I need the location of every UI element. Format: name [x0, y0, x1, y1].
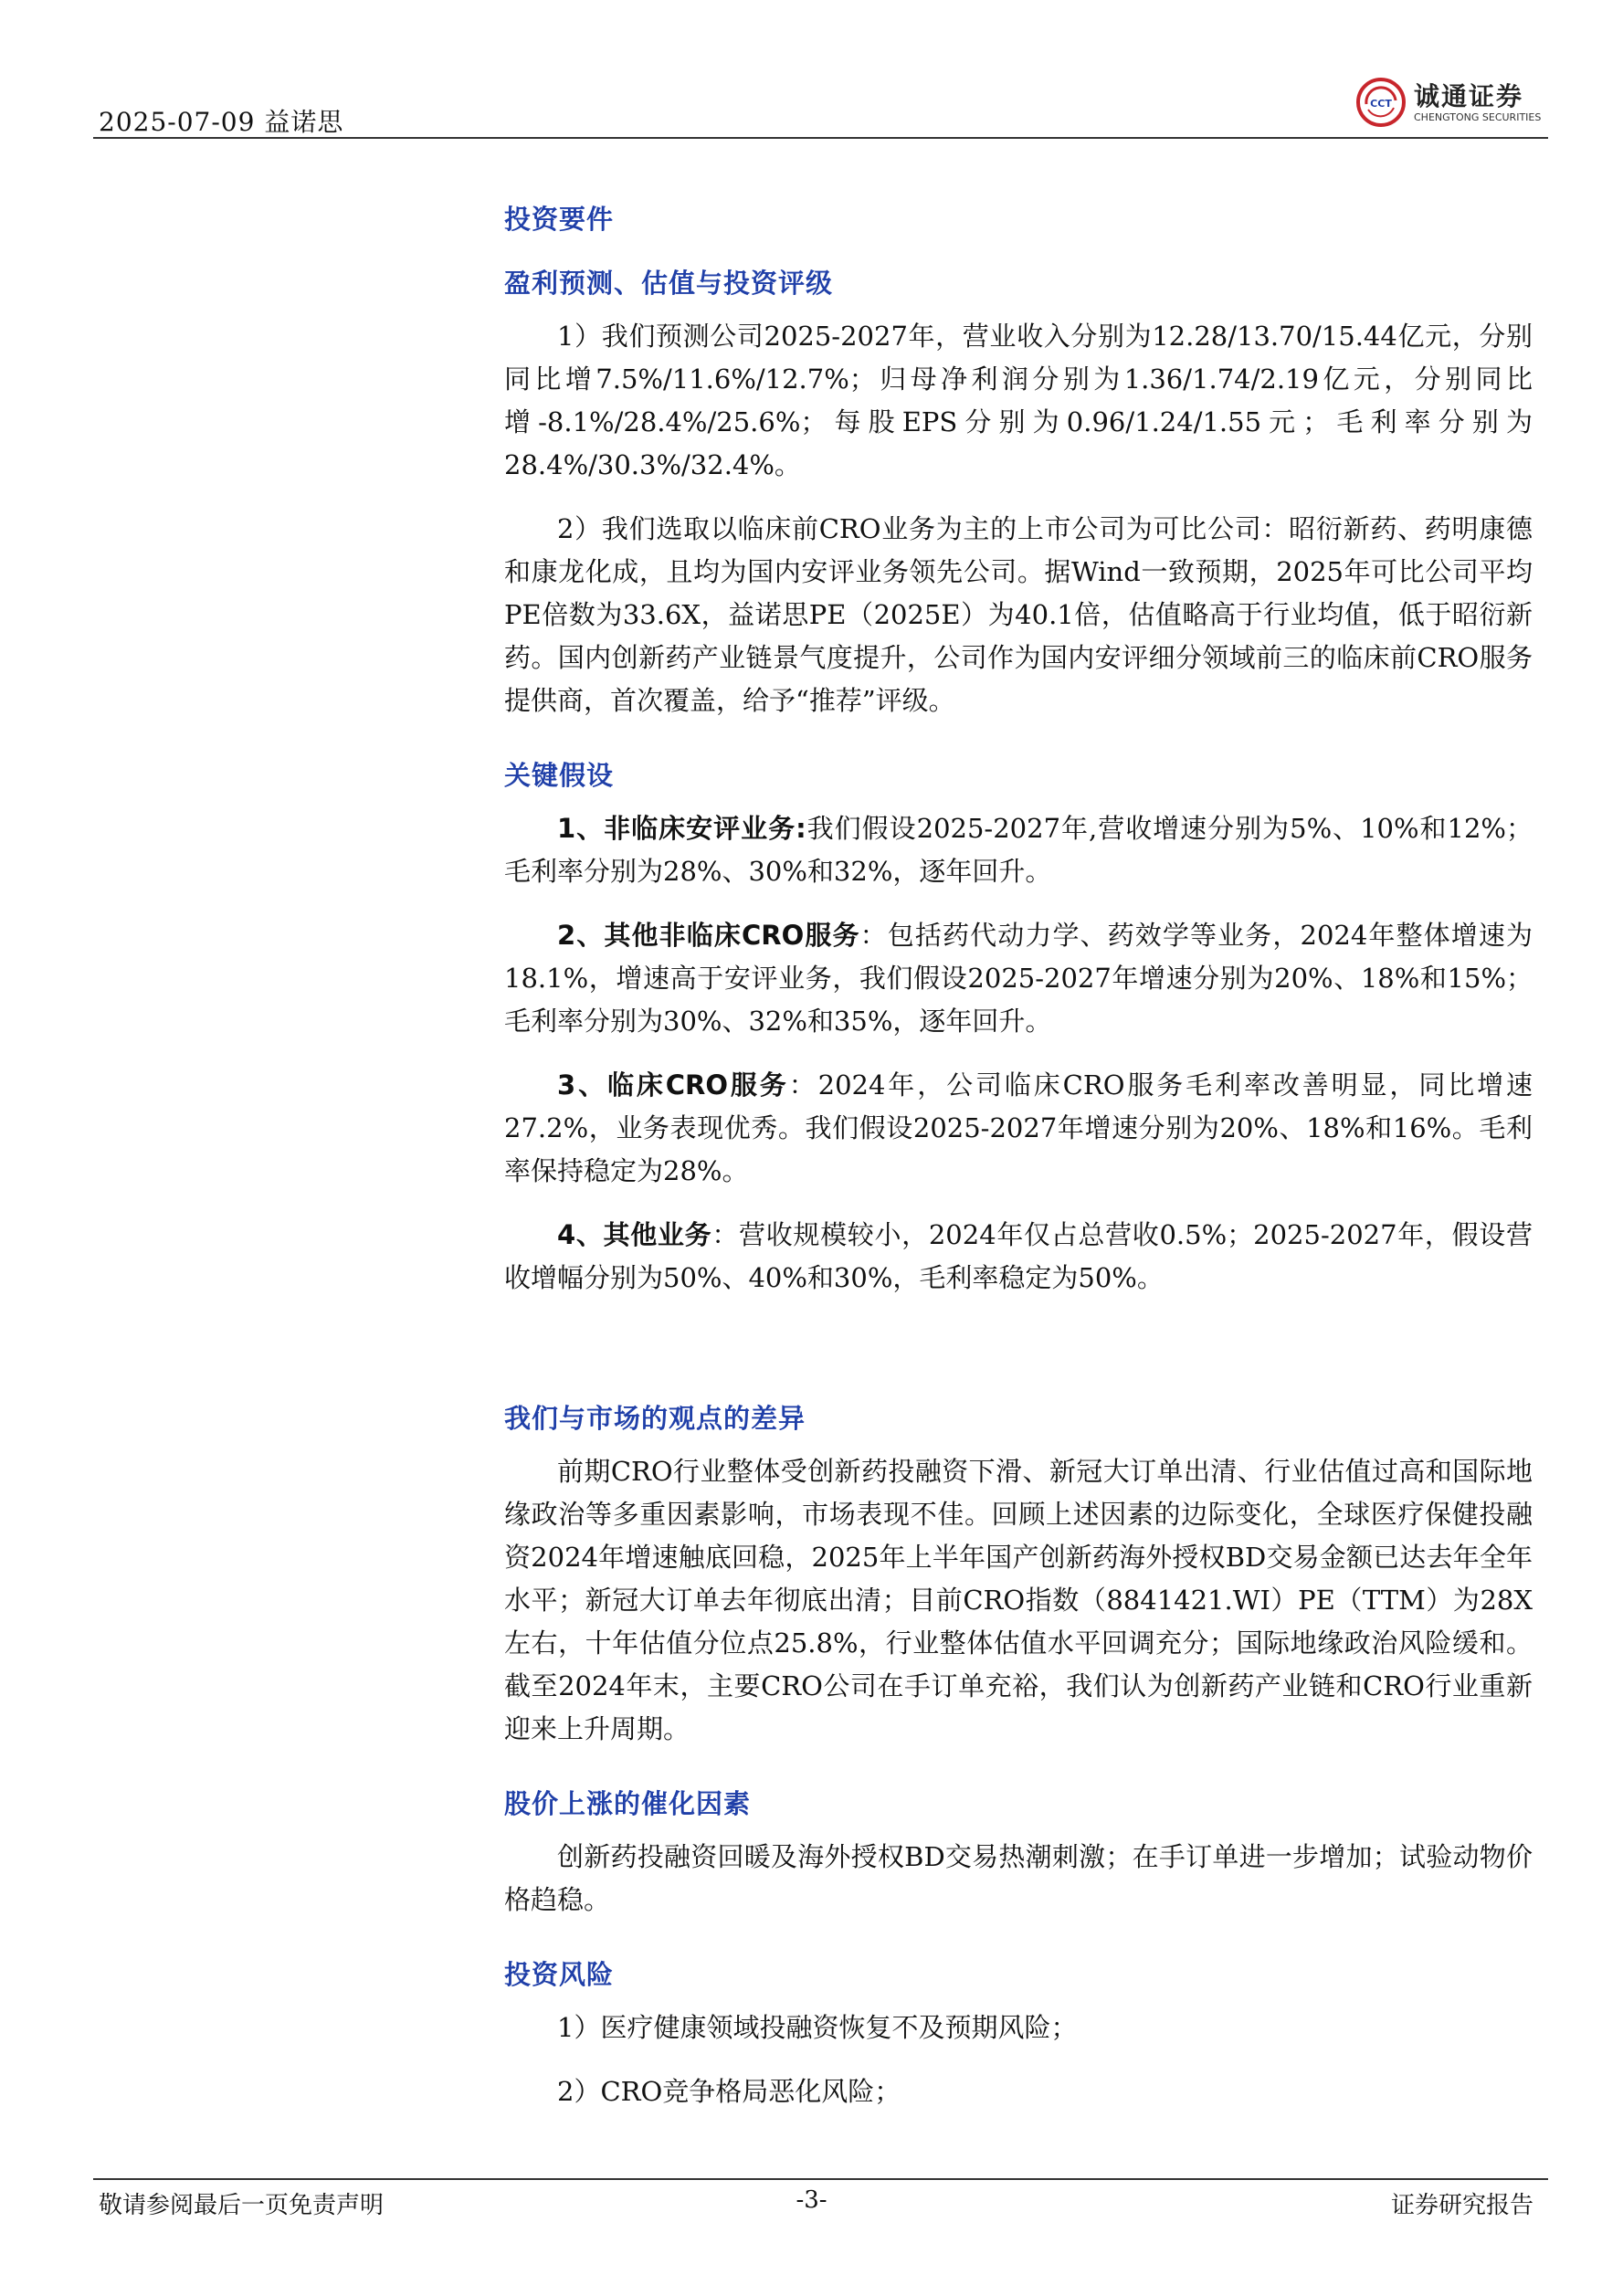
header-date-company — [99, 102, 343, 139]
page-number: -3- — [796, 2186, 827, 2214]
assumptions-title: 关键假设 — [504, 760, 615, 791]
assumption-item — [504, 1064, 1533, 1193]
risk-title: 投资风险 — [504, 1959, 615, 1990]
company-logo — [1355, 73, 1556, 132]
logo-mark-text: CCT — [1370, 98, 1392, 110]
assumption-lead: 2、其他非临床CRO服务 — [557, 920, 860, 951]
forecast-paragraph-1: 1）我们预测公司2025-2027年，营业收入分别为12.28/13.70/15.44亿元，分别同比增7.5%/11.6%/12.7%；归母净利润分别为1.36/1.74/2.19亿元，分别同比增-8.1%/28.4%/25.6%；每股EPS分别为0.96/1.24/1.55元；毛利率分别为28.4%/30.3%/32.4%。 — [504, 321, 1533, 480]
investment-points-title: 投资要件 — [504, 204, 615, 235]
catalyst-title: 股价上涨的催化因素 — [504, 1788, 752, 1819]
report-type: 证券研究报告 — [1390, 2192, 1533, 2219]
difference-title: 我们与市场的观点的差异 — [504, 1403, 806, 1434]
cct-logo-icon — [1355, 77, 1407, 128]
logo-chinese-name: 诚通证券 — [1414, 81, 1524, 111]
footer-divider — [93, 2178, 1548, 2180]
assumption-body: 我们假设2025-2027年,营收增速分别为5%、10%和12%；毛利率分别为28%、30%和32%，逐年回升。 — [504, 813, 1533, 887]
catalyst-paragraph: 创新药投融资回暖及海外授权BD交易热潮刺激；在手订单进一步增加；试验动物价格趋稳。 — [504, 1841, 1533, 1915]
risk-item-1: 1）医疗健康领域投融资恢复不及预期风险； — [557, 2012, 1078, 2043]
difference-paragraph: 前期CRO行业整体受创新药投融资下滑、新冠大订单出清、行业估值过高和国际地缘政治等多重因素影响，市场表现不佳。回顾上述因素的边际变化，全球医疗保健投融资2024年增速触底回稳，2025年上半年国产创新药海外授权BD交易金额已达去年全年水平；新冠大订单去年彻底出清；目前CRO指数（8841421.WI）PE（TTM）为28X左右，十年估值分位点25.8%，行业整体估值水平回调充分；国际地缘政治风险缓和。截至2024年末，主要CRO公司在手订单充裕，我们认为创新药产业链和CRO行业重新迎来上升周期。 — [504, 1456, 1533, 1744]
forecast-paragraph-2: 2）我们选取以临床前CRO业务为主的上市公司为可比公司：昭衍新药、药明康德和康龙化成，且均为国内安评业务领先公司。据Wind一致预期，2025年可比公司平均PE倍数为33.6X，益诺思PE（2025E）为40.1倍，估值略高于行业均值，低于昭衍新药。国内创新药产业链景气度提升，公司作为国内安评细分领域前三的临床前CRO服务提供商，首次覆盖，给予“推荐”评级。 — [504, 513, 1533, 716]
header-date: 2025-07-09 — [99, 107, 256, 137]
assumption-lead: 3、临床CRO服务 — [557, 1069, 789, 1101]
logo-english-name: CHENGTONG SECURITIES — [1414, 111, 1542, 123]
assumption-body: ：营收规模较小，2024年仅占总营收0.5%；2025-2027年，假设营收增幅分别为50%、40%和30%，毛利率稳定为50%。 — [504, 1219, 1533, 1293]
assumption-item — [504, 807, 1533, 893]
header-company: 益诺思 — [264, 107, 344, 137]
forecast-title: 盈利预测、估值与投资评级 — [504, 268, 834, 299]
assumption-body: ：包括药代动力学、药效学等业务，2024年整体增速为18.1%，增速高于安评业务，我们假设2025-2027年增速分别为20%、18%和15%；毛利率分别为30%、32%和35%，逐年回升。 — [504, 920, 1533, 1037]
assumption-lead: 1、非临床安评业务: — [557, 813, 806, 844]
main-content — [504, 187, 1533, 2134]
section-spacer — [504, 1321, 1533, 1386]
assumption-body: ：2024年，公司临床CRO服务毛利率改善明显，同比增速27.2%，业务表现优秀。我们假设2025-2027年增速分别为20%、18%和16%。毛利率保持稳定为28%。 — [504, 1069, 1533, 1186]
header-divider — [93, 137, 1548, 139]
assumption-item — [504, 914, 1533, 1043]
disclaimer-note: 敬请参阅最后一页免责声明 — [99, 2192, 385, 2219]
risk-item-2: 2）CRO竞争格局恶化风险； — [557, 2076, 901, 2107]
assumption-item — [504, 1214, 1533, 1300]
assumption-lead: 4、其他业务 — [557, 1219, 712, 1250]
